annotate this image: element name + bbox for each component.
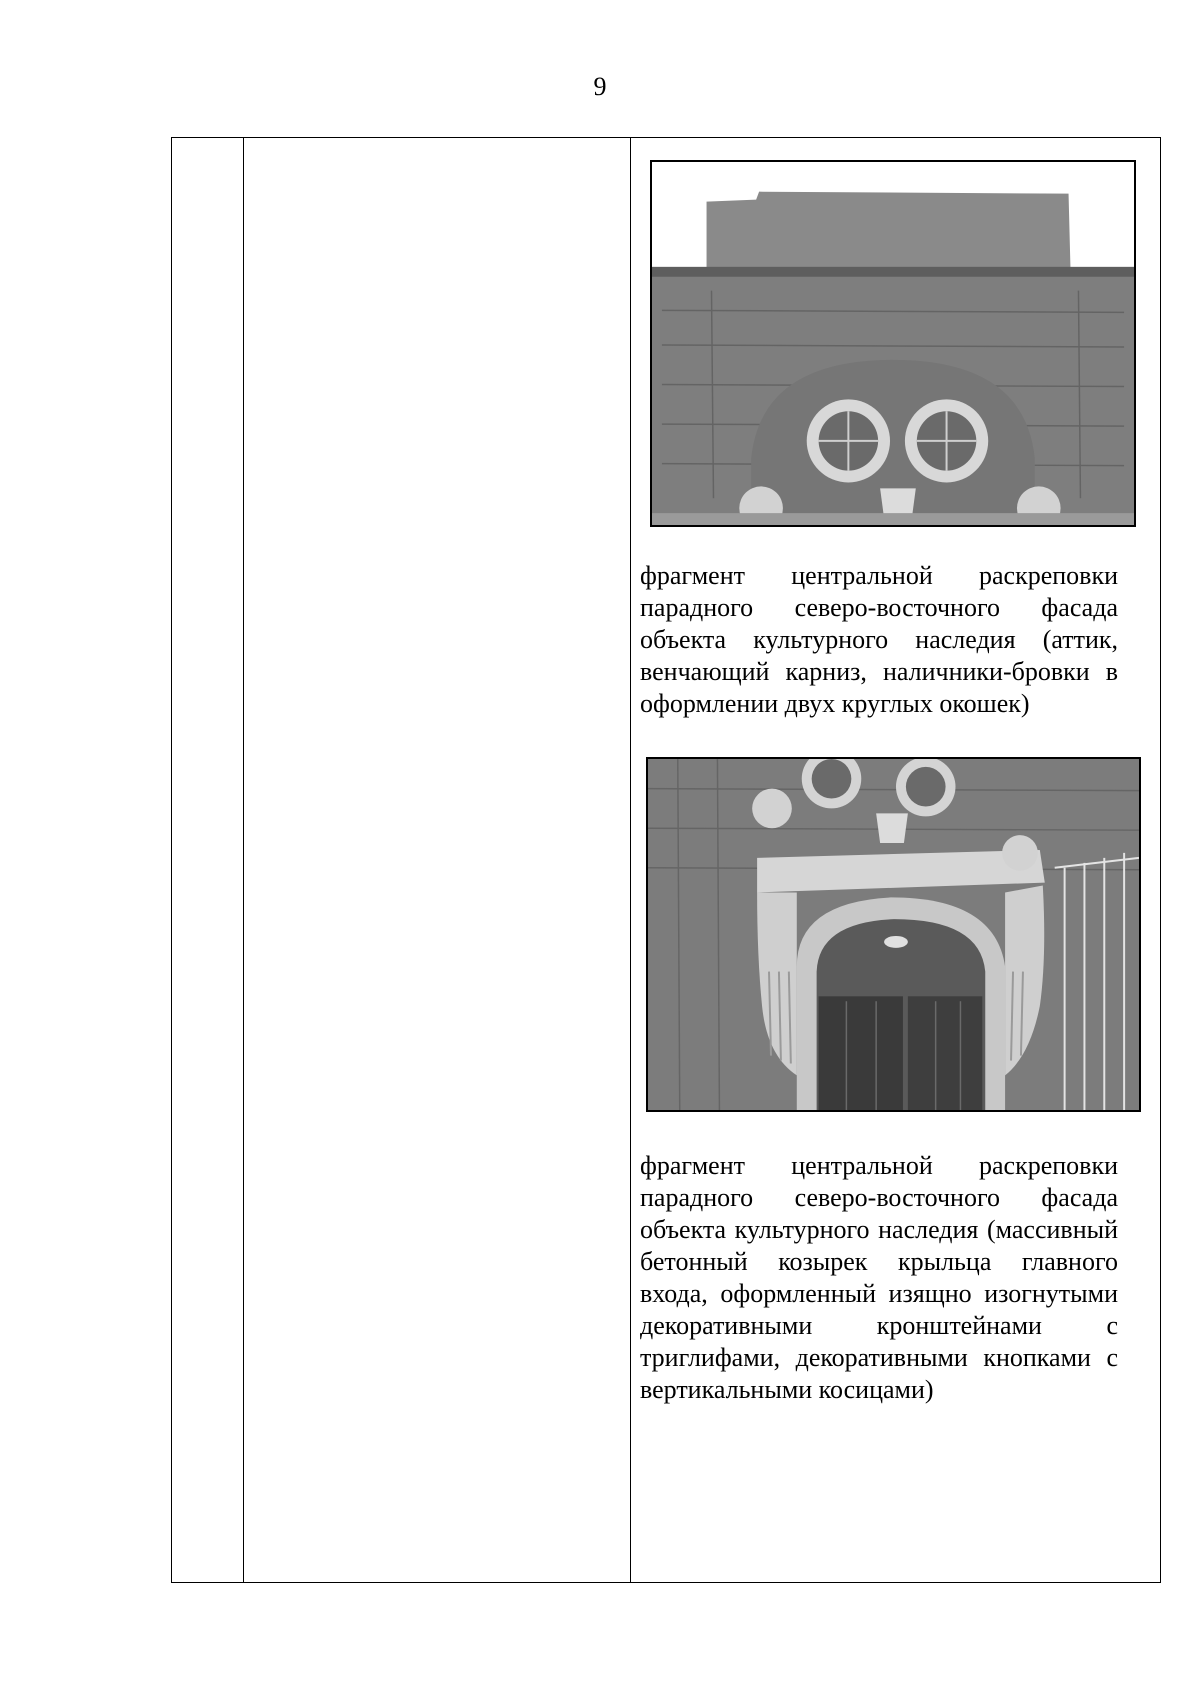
photo-caption-attic: фрагмент центральной раскреповки парадного северо-восточного фасада объекта культурного наследия (аттик, венчающий карниз, наличники-бровки в оформлении двух круглых окошек) xyxy=(640,561,1118,718)
photo-caption-entrance: фрагмент центральной раскреповки парадного северо-восточного фасада объекта культурного наследия (массивный бетонный козырек крыльца главного входа, оформленный изящно изогнутыми декоративными кронштейнами с триглифами, декоративными кнопками с вертикальными косицами) xyxy=(640,1151,1118,1404)
page-number: 9 xyxy=(593,72,607,101)
facade-photo-entrance xyxy=(646,757,1141,1112)
column-divider-2 xyxy=(630,138,631,1582)
facade-photo-entrance-image xyxy=(648,759,1139,1110)
column-divider-1 xyxy=(243,138,244,1582)
facade-photo-attic xyxy=(650,160,1136,527)
facade-photo-attic-image xyxy=(652,162,1134,525)
